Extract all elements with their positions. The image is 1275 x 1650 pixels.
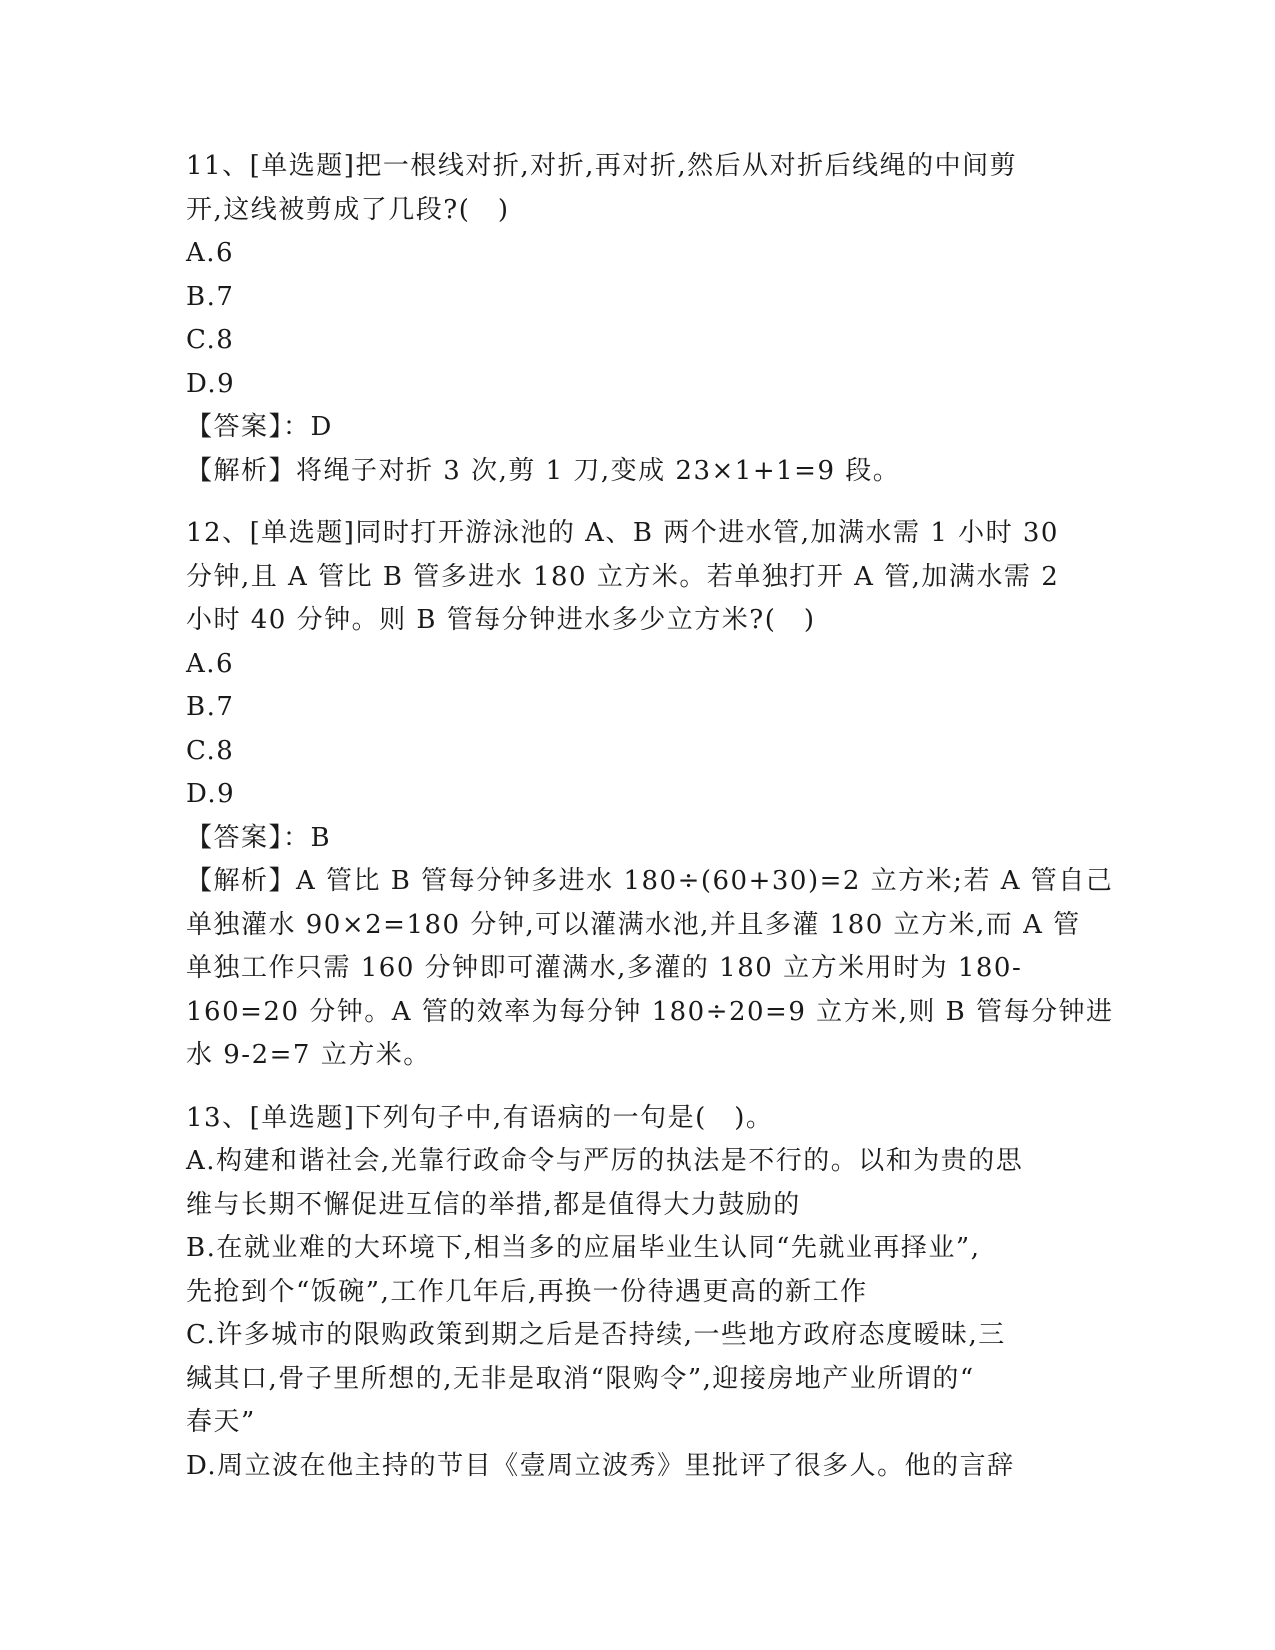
option-c-line: C.许多城市的限购政策到期之后是否持续,一些地方政府态度暧昧,三 [186, 1320, 1006, 1350]
option-c: C.8 [186, 735, 235, 766]
analysis-line: 单独工作只需 160 分钟即可灌满水,多灌的 180 立方米用时为 180- [186, 953, 1023, 983]
analysis-line: 【解析】将绳子对折 3 次,剪 1 刀,变成 23×1+1=9 段。 [186, 455, 901, 486]
question-13 [186, 1097, 1086, 1489]
option-a: A.6 [186, 238, 235, 268]
question-12 [186, 512, 1114, 1078]
option-d: D.9 [186, 779, 236, 809]
option-c-line: 缄其口,骨子里所想的,无非是取消“限购令”,迎接房地产业所谓的“ [186, 1363, 975, 1394]
question-11 [186, 145, 1086, 493]
option-d: D.9 [186, 368, 236, 399]
option-b-line: B.在就业难的大环境下,相当多的应届毕业生认同“先就业再择业”, [186, 1233, 981, 1263]
option-d-line: D.周立波在他主持的节目《壹周立波秀》里批评了很多人。他的言辞 [186, 1450, 1015, 1481]
analysis-line: 水 9-2=7 立方米。 [186, 1040, 431, 1070]
question-stem: 11、[单选题]把一根线对折,对折,再对折,然后从对折后线绳的中间剪 [186, 151, 1018, 181]
option-b: B.7 [186, 692, 235, 722]
question-stem: 分钟,且 A 管比 B 管多进水 180 立方米。若单独打开 A 管,加满水需 2 [186, 561, 1060, 592]
analysis-line: 【解析】A 管比 B 管每分钟多进水 180÷(60+30)=2 立方米;若 A 管自己 [186, 866, 1114, 896]
document-page [186, 145, 1114, 1488]
question-stem: 12、[单选题]同时打开游泳池的 A、B 两个进水管,加满水需 1 小时 30 [186, 518, 1059, 548]
question-stem: 小时 40 分钟。则 B 管每分钟进水多少立方米?( ) [186, 605, 816, 635]
option-b-line: 先抢到个“饭碗”,工作几年后,再换一份待遇更高的新工作 [186, 1276, 868, 1307]
question-stem: 开,这线被剪成了几段?( ) [186, 194, 510, 225]
answer-line: 【答案】：B [186, 822, 332, 853]
option-a-line: 维与长期不懈促进互信的举措,都是值得大力鼓励的 [186, 1189, 801, 1220]
analysis-line: 单独灌水 90×2=180 分钟,可以灌满水池,并且多灌 180 立方米,而 A 管 [186, 909, 1081, 940]
option-a-line: A.构建和谐社会,光靠行政命令与严厉的执法是不行的。以和为贵的思 [186, 1146, 1024, 1176]
option-c: C.8 [186, 325, 235, 355]
option-a: A.6 [186, 648, 235, 679]
option-b: B.7 [186, 281, 235, 312]
analysis-line: 160=20 分钟。A 管的效率为每分钟 180÷20=9 立方米,则 B 管每分钟进 [186, 996, 1114, 1027]
option-c-line: 春天” [186, 1407, 256, 1437]
question-stem: 13、[单选题]下列句子中,有语病的一句是( )。 [186, 1102, 774, 1133]
answer-line: 【答案】：D [186, 412, 333, 442]
